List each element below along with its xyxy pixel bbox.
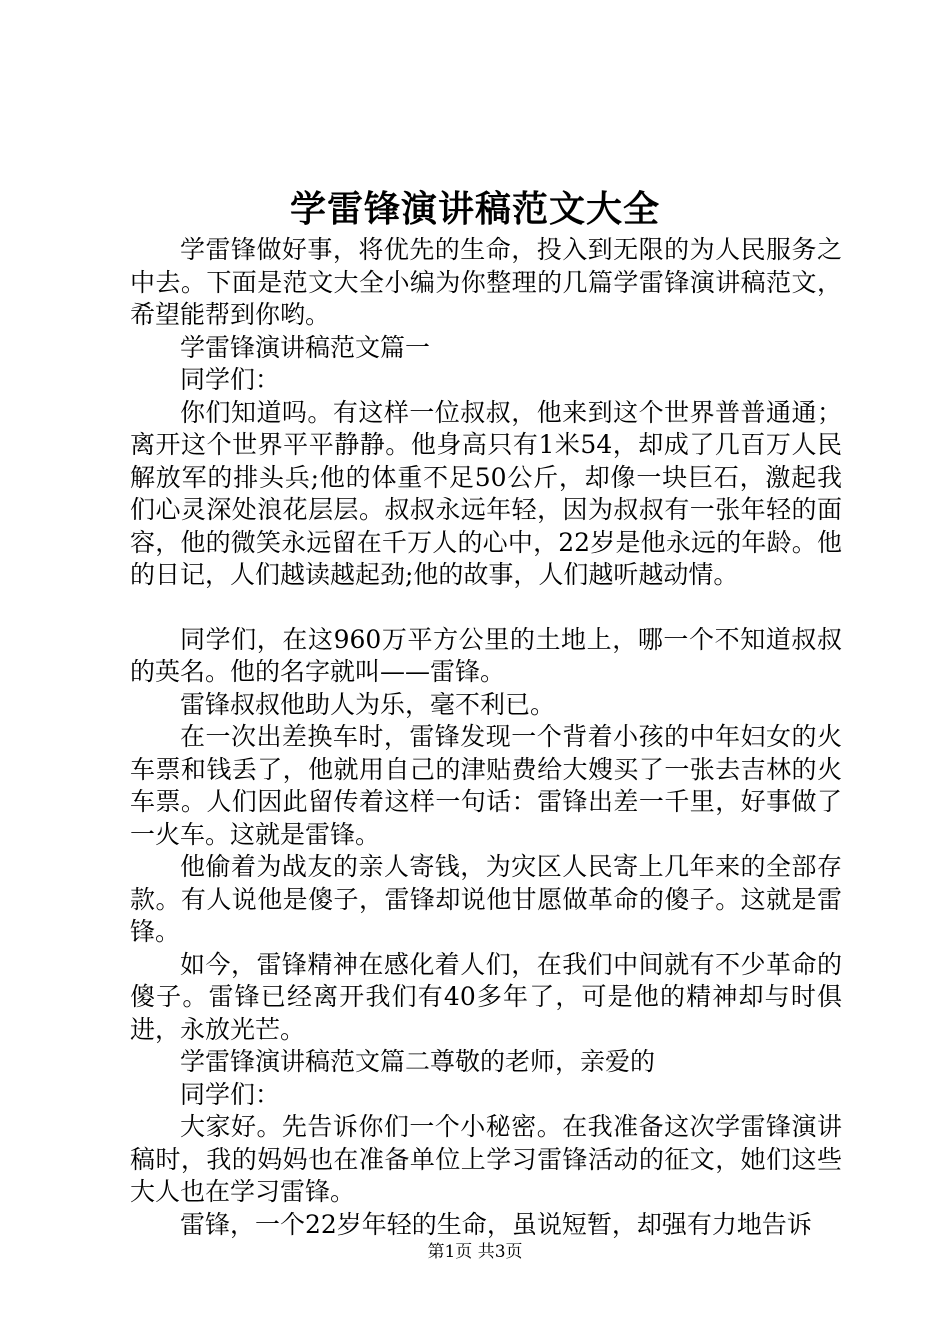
salutation: 同学们：: [180, 1079, 281, 1109]
body-paragraph: 他偷着为战友的亲人寄钱，为灾区人民寄上几年来的全部存款。有人说他是傻子，雷锋却说他甘愿做革命的傻子。这就是雷锋。: [130, 852, 842, 946]
body-paragraph: 同学们，在这960万平方公里的土地上，哪一个不知道叔叔的英名。他的名字就叫——雷锋。: [130, 624, 842, 686]
page-footer: 第1页 共3页: [427, 1242, 523, 1262]
body-paragraph: 在一次出差换车时，雷锋发现一个背着小孩的中年妇女的火车票和钱丢了，他就用自己的津贴费给大嫂买了一张去吉林的火车票。人们因此留传着这样一句话：雷锋出差一千里，好事做了一火车。这就是雷锋。: [130, 722, 842, 849]
section-heading-1: 学雷锋演讲稿范文篇一: [180, 332, 431, 362]
body-paragraph: 如今，雷锋精神在感化着人们，在我们中间就有不少革命的傻子。雷锋已经离开我们有40多年了，可是他的精神却与时俱进，永放光芒。: [130, 949, 842, 1044]
body-paragraph: 雷锋，一个22岁年轻的生命，虽说短暂，却强有力地告诉: [180, 1209, 812, 1239]
document-title: 学雷锋演讲稿范文大全: [289, 188, 660, 230]
body-paragraph: 大家好。先告诉你们一个小秘密。在我准备这次学雷锋演讲稿时，我的妈妈也在准备单位上学习雷锋活动的征文，她们这些大人也在学习雷锋。: [130, 1112, 842, 1206]
document-body: [130, 234, 842, 1241]
section-heading-2: 学雷锋演讲稿范文篇二尊敬的老师，亲爱的: [180, 1047, 656, 1076]
intro-paragraph: 学雷锋做好事，将优先的生命，投入到无限的为人民服务之中去。下面是范文大全小编为你整理的几篇学雷锋演讲稿范文，希望能帮到你哟。: [130, 235, 842, 329]
body-paragraph: 你们知道吗。有这样一位叔叔，他来到这个世界普普通通；离开这个世界平平静静。他身高只有1米54，却成了几百万人民解放军的排头兵;他的体重不足50公斤，却像一块巨石，激起我们心灵深处浪花层层。叔叔永远年轻，因为叔叔有一张年轻的面容，他的微笑永远留在千万人的心中，22岁是他永远的年龄。他的日记，人们越读越起劲;他的故事，人们越听越动情。: [130, 397, 842, 589]
salutation: 同学们：: [180, 365, 281, 394]
body-paragraph: 雷锋叔叔他助人为乐，毫不利已。: [180, 689, 556, 719]
